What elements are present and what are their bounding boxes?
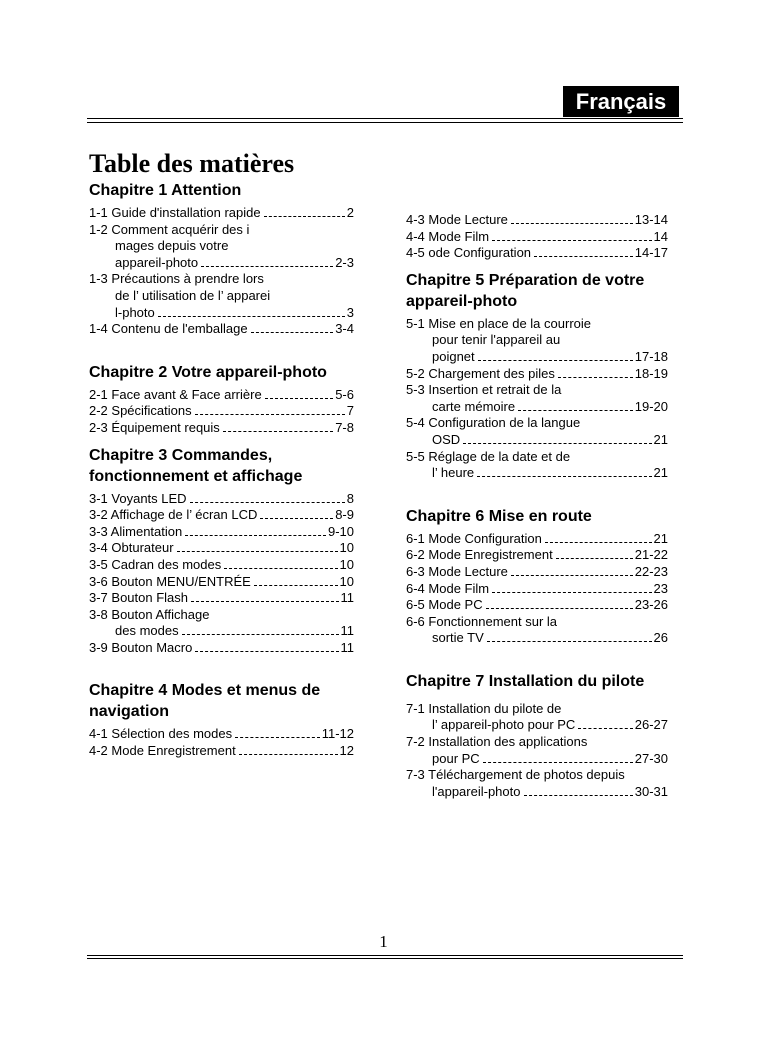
toc-entry-6-6[interactable]: [406, 614, 668, 647]
entry-page: 10: [339, 556, 354, 572]
entry-label: 3-4 Obturateur: [89, 540, 174, 556]
toc-entry-4-4[interactable]: [406, 229, 668, 246]
toc-entry-3-4[interactable]: [89, 540, 354, 557]
entry-label: OSD: [432, 431, 461, 447]
dot-leader: [260, 508, 333, 519]
entry-label-line: 6-6 Fonctionnement sur la: [406, 613, 558, 629]
dot-leader: [487, 631, 652, 642]
entry-page: 11-12: [321, 726, 354, 742]
entry-label: 6-5 Mode PC: [406, 597, 483, 613]
entry-label: pour PC: [432, 750, 480, 766]
dot-leader: [492, 230, 651, 241]
dot-leader: [190, 492, 345, 503]
dot-leader: [511, 213, 633, 224]
entry-label: l-photo: [115, 304, 155, 320]
entry-page: 3-4: [335, 321, 354, 337]
dot-leader: [191, 591, 338, 602]
entry-page: 11: [340, 590, 354, 606]
language-badge: Français: [563, 86, 679, 117]
entry-label-line: pour tenir l'appareil au: [432, 332, 561, 348]
header-rule: [87, 118, 683, 123]
entry-label-line: 5-4 Configuration de la langue: [406, 415, 581, 431]
toc-entry-2-2[interactable]: [89, 403, 354, 420]
toc-entry-5-5[interactable]: [406, 449, 668, 482]
chapter-1-heading: Chapitre 1 Attention: [89, 182, 242, 199]
toc-entry-1-1[interactable]: [89, 205, 354, 222]
chapter-6-heading: Chapitre 6 Mise en route: [406, 507, 592, 525]
entry-label-line: 7-2 Installation des applications: [406, 734, 588, 750]
dot-leader: [254, 575, 338, 586]
dot-leader: [251, 322, 334, 333]
toc-entry-6-4[interactable]: [406, 581, 668, 598]
toc-entry-4-2[interactable]: [89, 743, 354, 760]
toc-entry-3-6[interactable]: [89, 574, 354, 591]
chapter-3-heading: Chapitre 3 Commandes, fonctionnement et affichage: [89, 446, 303, 485]
dot-leader: [556, 548, 633, 559]
entry-page: 14: [653, 228, 668, 244]
entry-page: 21: [653, 465, 668, 481]
entry-page: 14-17: [634, 245, 668, 261]
toc-entry-5-3[interactable]: [406, 382, 668, 415]
toc-entry-4-5[interactable]: [406, 245, 668, 262]
entry-label: 1-4 Contenu de l'emballage: [89, 321, 248, 337]
entry-label-line: 3-8 Bouton Affichage: [89, 606, 210, 622]
dot-leader: [264, 206, 345, 217]
entry-label: 6-4 Mode Film: [406, 580, 490, 596]
dot-leader: [492, 582, 651, 593]
entry-label-line: 5-5 Réglage de la date et de: [406, 448, 571, 464]
entry-label: l’ heure: [432, 465, 475, 481]
dot-leader: [224, 558, 337, 569]
entry-label-line: de l’ utilisation de l’ apparei: [115, 287, 271, 303]
entry-label: 6-3 Mode Lecture: [406, 563, 508, 579]
footer-rule: [87, 955, 683, 959]
dot-leader: [177, 541, 338, 552]
entry-page: 7-8: [335, 419, 354, 435]
entry-page: 7: [346, 403, 354, 419]
entry-label: 4-2 Mode Enregistrement: [89, 743, 236, 759]
page-number: 1: [379, 932, 388, 951]
toc-entry-7-3[interactable]: [406, 767, 668, 800]
entry-label: des modes: [115, 623, 179, 639]
toc-entry-6-3[interactable]: [406, 564, 668, 581]
entry-label: l’ appareil-photo pour PC: [432, 717, 576, 733]
toc-entry-3-7[interactable]: [89, 590, 354, 607]
entry-page: 12: [339, 743, 354, 759]
entry-page: 5-6: [335, 386, 354, 402]
entry-page: 10: [339, 573, 354, 589]
dot-leader: [545, 532, 652, 543]
entry-label: 4-5 ode Configuration: [406, 245, 532, 261]
toc-entry-6-1[interactable]: [406, 531, 668, 548]
toc-entry-3-5[interactable]: [89, 557, 354, 574]
entry-label: 4-1 Sélection des modes: [89, 726, 233, 742]
toc-entry-5-2[interactable]: [406, 366, 668, 383]
dot-leader: [486, 598, 633, 609]
toc-entry-6-2[interactable]: [406, 547, 668, 564]
entry-page: 23-26: [634, 597, 668, 613]
chapter-2-heading: Chapitre 2 Votre appareil-photo: [89, 363, 327, 381]
dot-leader: [182, 624, 339, 635]
entry-page: 26: [653, 630, 668, 646]
toc-entry-3-8[interactable]: [89, 607, 354, 640]
toc-entry-7-1[interactable]: [406, 701, 668, 734]
entry-page: 26-27: [634, 717, 668, 733]
dot-leader: [524, 785, 633, 796]
dot-leader: [518, 400, 633, 411]
entry-page: 22-23: [634, 563, 668, 579]
entry-page: 9-10: [327, 523, 354, 539]
dot-leader: [463, 433, 651, 444]
entry-label-line: 7-3 Téléchargement de photos depuis: [406, 767, 625, 783]
dot-leader: [534, 246, 633, 257]
dot-leader: [195, 404, 345, 415]
dot-leader: [477, 466, 651, 477]
entry-page: 30-31: [634, 783, 668, 799]
entry-label: poignet: [432, 348, 475, 364]
dot-leader: [511, 565, 633, 576]
entry-page: 27-30: [634, 750, 668, 766]
dot-leader: [578, 718, 632, 729]
entry-page: 17-18: [634, 348, 668, 364]
entry-label: 6-2 Mode Enregistrement: [406, 547, 553, 563]
entry-label: 4-3 Mode Lecture: [406, 212, 508, 227]
dot-leader: [235, 727, 320, 738]
dot-leader: [195, 641, 338, 652]
toc-entry-2-3[interactable]: [89, 420, 354, 437]
entry-label: 3-6 Bouton MENU/ENTRÉE: [89, 573, 251, 589]
toc-entry-3-3[interactable]: [89, 524, 354, 541]
toc-entry-5-4[interactable]: [406, 415, 668, 448]
toc-entry-1-3[interactable]: [89, 271, 354, 321]
entry-page: 2: [346, 205, 354, 220]
entry-page: 11: [340, 639, 354, 655]
entry-page: 2-3: [335, 254, 354, 270]
entry-label: appareil-photo: [115, 254, 199, 270]
entry-label: carte mémoire: [432, 398, 516, 414]
toc-entry-7-2[interactable]: [406, 734, 668, 767]
toc-entry-4-3[interactable]: [406, 212, 668, 229]
toc-entry-1-4[interactable]: [89, 321, 354, 338]
entry-page: 13-14: [634, 212, 668, 227]
entry-page: 18-19: [634, 365, 668, 381]
entry-page: 3: [346, 304, 354, 320]
entry-label: 2-2 Spécifications: [89, 403, 192, 419]
entry-label: 3-3 Alimentation: [89, 523, 183, 539]
page-title: Table des matières: [89, 149, 295, 178]
dot-leader: [185, 525, 326, 536]
entry-label: 3-2 Affichage de l’ écran LCD: [89, 507, 258, 523]
entry-label: 5-2 Chargement des piles: [406, 365, 555, 381]
entry-label: 3-7 Bouton Flash: [89, 590, 189, 606]
entry-label-line: 7-1 Installation du pilote de: [406, 700, 562, 716]
dot-leader: [558, 367, 633, 378]
entry-page: 21-22: [634, 547, 668, 563]
entry-label: 3-5 Cadran des modes: [89, 556, 222, 572]
dot-leader: [478, 350, 633, 361]
entry-page: 8: [346, 490, 354, 506]
dot-leader: [239, 744, 338, 755]
entry-label: 2-1 Face avant & Face arrière: [89, 386, 262, 402]
entry-label: 6-1 Mode Configuration: [406, 530, 542, 546]
entry-page: 21: [653, 530, 668, 546]
chapter-7-heading: Chapitre 7 Installation du pilote: [406, 672, 645, 690]
entry-label: 1-1 Guide d'installation rapide: [89, 205, 261, 220]
dot-leader: [201, 256, 333, 267]
entry-label: 4-4 Mode Film: [406, 228, 490, 244]
chapter-4-heading: Chapitre 4 Modes et menus de navigation: [89, 682, 321, 721]
toc-entry-4-1[interactable]: [89, 726, 354, 743]
entry-label-line: 1-3 Précautions à prendre lors: [89, 271, 264, 287]
entry-page: 23: [653, 580, 668, 596]
toc-entry-3-1[interactable]: [89, 491, 354, 508]
entry-page: 19-20: [634, 398, 668, 414]
entry-label-line: 5-1 Mise en place de la courroie: [406, 315, 591, 331]
entry-label: 3-9 Bouton Macro: [89, 639, 193, 655]
dot-leader: [265, 388, 334, 399]
dot-leader: [158, 306, 345, 317]
entry-label: l'appareil-photo: [432, 783, 521, 799]
entry-page: 11: [340, 623, 354, 639]
dot-leader: [483, 752, 633, 763]
entry-page: 10: [339, 540, 354, 556]
toc-left-column: [89, 180, 354, 760]
toc-entry-1-2[interactable]: [89, 222, 354, 272]
dot-leader: [223, 421, 333, 432]
toc-entry-5-1[interactable]: [406, 316, 668, 366]
entry-label: sortie TV: [432, 630, 484, 646]
toc-entry-3-2[interactable]: [89, 507, 354, 524]
toc-entry-2-1[interactable]: [89, 387, 354, 404]
entry-label: 3-1 Voyants LED: [89, 490, 187, 506]
chapter-5-heading: Chapitre 5 Préparation de votre appareil-photo: [406, 271, 645, 310]
entry-page: 21: [653, 431, 668, 447]
toc-entry-3-9[interactable]: [89, 640, 354, 657]
entry-page: 8-9: [335, 507, 354, 523]
entry-label-line: 1-2 Comment acquérir des i: [89, 221, 250, 237]
toc-right-column: [406, 212, 668, 800]
entry-label: 2-3 Équipement requis: [89, 419, 220, 435]
entry-label-line: 5-3 Insertion et retrait de la: [406, 382, 562, 398]
toc-entry-6-5[interactable]: [406, 597, 668, 614]
entry-label-line: mages depuis votre: [115, 238, 229, 254]
